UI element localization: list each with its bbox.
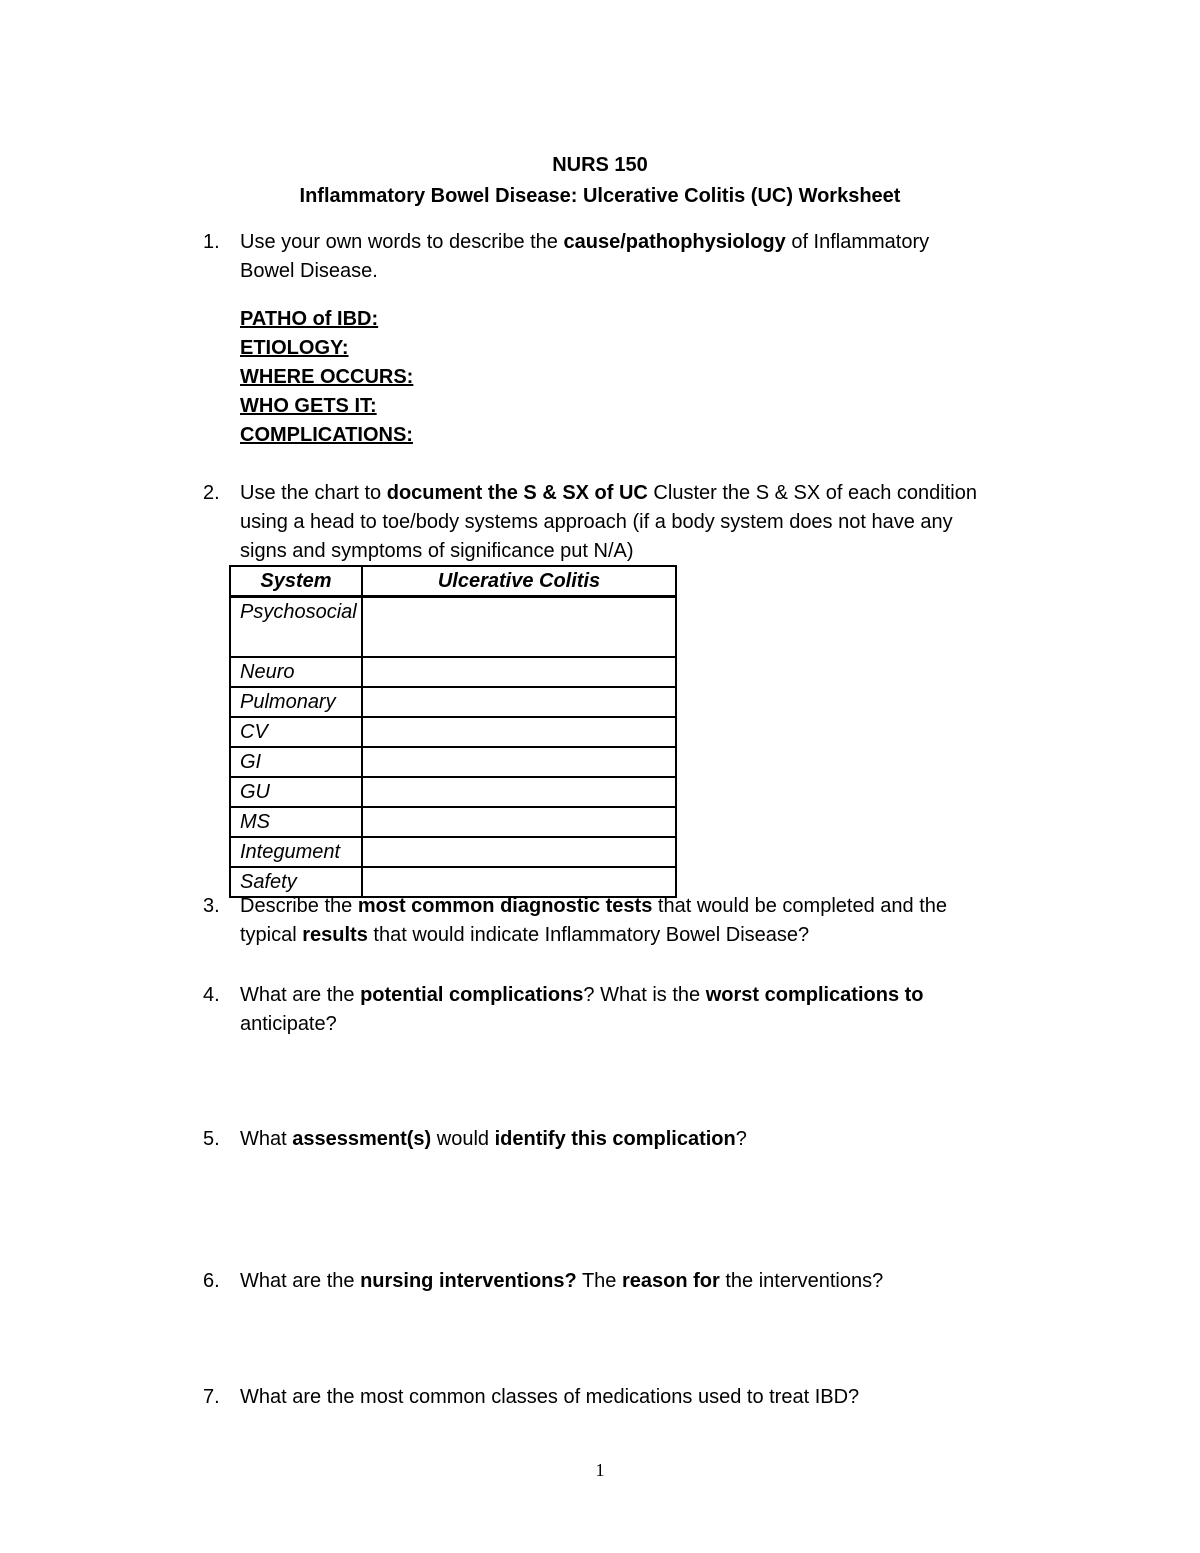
header-ulcerative-colitis: Ulcerative Colitis xyxy=(362,566,676,597)
uc-cell[interactable] xyxy=(362,717,676,747)
q1-text xyxy=(240,228,929,286)
q4-text-mid: ? What is the xyxy=(583,984,706,1006)
q5-text-pre: What xyxy=(240,1128,293,1150)
system-cell: Integument xyxy=(230,837,362,867)
system-cell: Safety xyxy=(230,867,362,897)
q6-text-post: the interventions? xyxy=(719,1270,884,1292)
q1-text-pre: Use your own words to describe the xyxy=(240,231,564,253)
q5-number: 5. xyxy=(203,1128,220,1150)
q7-text: What are the most common classes of medications used to treat IBD? xyxy=(240,1386,860,1408)
course-title: NURS 150 xyxy=(552,154,648,176)
table-row xyxy=(230,747,676,777)
q5-text xyxy=(240,1125,747,1154)
q2-text-line3: signs and symptoms of significance put N/A) xyxy=(240,540,634,562)
worksheet-title: Inflammatory Bowel Disease: Ulcerative Colitis (UC) Worksheet xyxy=(299,185,901,207)
q2-text-bold: document the S & SX of UC xyxy=(386,482,648,504)
table-row xyxy=(230,657,676,687)
q2-text-pre: Use the chart to xyxy=(240,482,387,504)
system-label: Psychosocial xyxy=(240,601,357,623)
table-row xyxy=(230,807,676,837)
q3-number: 3. xyxy=(203,895,220,917)
q4-text-bold2: worst complications to xyxy=(705,984,924,1006)
table-row xyxy=(230,717,676,747)
complications-field: COMPLICATIONS: xyxy=(240,424,413,446)
q2-number: 2. xyxy=(203,482,220,504)
q4-text xyxy=(240,981,924,1039)
q4-text-line2: anticipate? xyxy=(240,1013,337,1035)
q6-text-pre: What are the xyxy=(240,1270,361,1292)
table-row xyxy=(230,687,676,717)
q5-text-bold2: identify this complication xyxy=(494,1128,736,1150)
q1-text-post: of Inflammatory xyxy=(785,231,930,253)
uc-cell[interactable] xyxy=(362,837,676,867)
q3-text-line2-post: that would indicate Inflammatory Bowel Disease? xyxy=(367,924,810,946)
system-cell: CV xyxy=(230,717,362,747)
q3-text-line2-bold: results xyxy=(302,924,368,946)
uc-cell[interactable] xyxy=(362,597,676,658)
q6-text-bold: nursing interventions? xyxy=(360,1270,577,1292)
patho-fields xyxy=(240,305,413,450)
q3-text-line2-pre: typical xyxy=(240,924,303,946)
q2-text-post: Cluster the S & SX of each condition xyxy=(647,482,977,504)
patho-field: PATHO of IBD: xyxy=(240,308,379,330)
q7-number: 7. xyxy=(203,1386,220,1408)
q5-text-bold: assessment(s) xyxy=(292,1128,432,1150)
q2-text-line2: using a head to toe/body systems approach (if a body system does not have any xyxy=(240,511,953,533)
q1-text-line2: Bowel Disease. xyxy=(240,260,378,282)
uc-cell[interactable] xyxy=(362,687,676,717)
table-row xyxy=(230,837,676,867)
system-cell: Neuro xyxy=(230,657,362,687)
q6-text-mid: The xyxy=(576,1270,622,1292)
system-cell: GU xyxy=(230,777,362,807)
header-system: System xyxy=(230,566,362,597)
q6-number: 6. xyxy=(203,1270,220,1292)
q5-text-post: ? xyxy=(735,1128,747,1150)
system-cell: Pulmonary xyxy=(230,687,362,717)
q4-number: 4. xyxy=(203,984,220,1006)
q3-text xyxy=(240,892,947,950)
q5-text-mid: would xyxy=(431,1128,495,1150)
uc-cell[interactable] xyxy=(362,747,676,777)
signs-symptoms-table xyxy=(229,565,677,898)
etiology-field: ETIOLOGY: xyxy=(240,337,349,359)
q4-text-bold: potential complications xyxy=(360,984,584,1006)
where-occurs-field: WHERE OCCURS: xyxy=(240,366,414,388)
system-cell: GI xyxy=(230,747,362,777)
who-gets-it-field: WHO GETS IT: xyxy=(240,395,377,417)
q4-text-pre: What are the xyxy=(240,984,361,1006)
q1-text-bold: cause/pathophysiology xyxy=(563,231,786,253)
q3-text-bold: most common diagnostic tests xyxy=(357,895,653,917)
system-cell xyxy=(230,597,362,658)
table-header-row xyxy=(230,566,676,597)
q1-number: 1. xyxy=(203,231,220,253)
uc-cell[interactable] xyxy=(362,777,676,807)
uc-cell[interactable] xyxy=(362,657,676,687)
table-row xyxy=(230,777,676,807)
q3-text-post: that would be completed and the xyxy=(652,895,947,917)
q2-text xyxy=(240,479,977,566)
q6-text-bold2: reason for xyxy=(621,1270,720,1292)
system-cell: MS xyxy=(230,807,362,837)
table-row xyxy=(230,597,676,658)
q6-text xyxy=(240,1267,883,1296)
q3-text-pre: Describe the xyxy=(240,895,358,917)
page-number: 1 xyxy=(595,1460,605,1480)
uc-cell[interactable] xyxy=(362,807,676,837)
